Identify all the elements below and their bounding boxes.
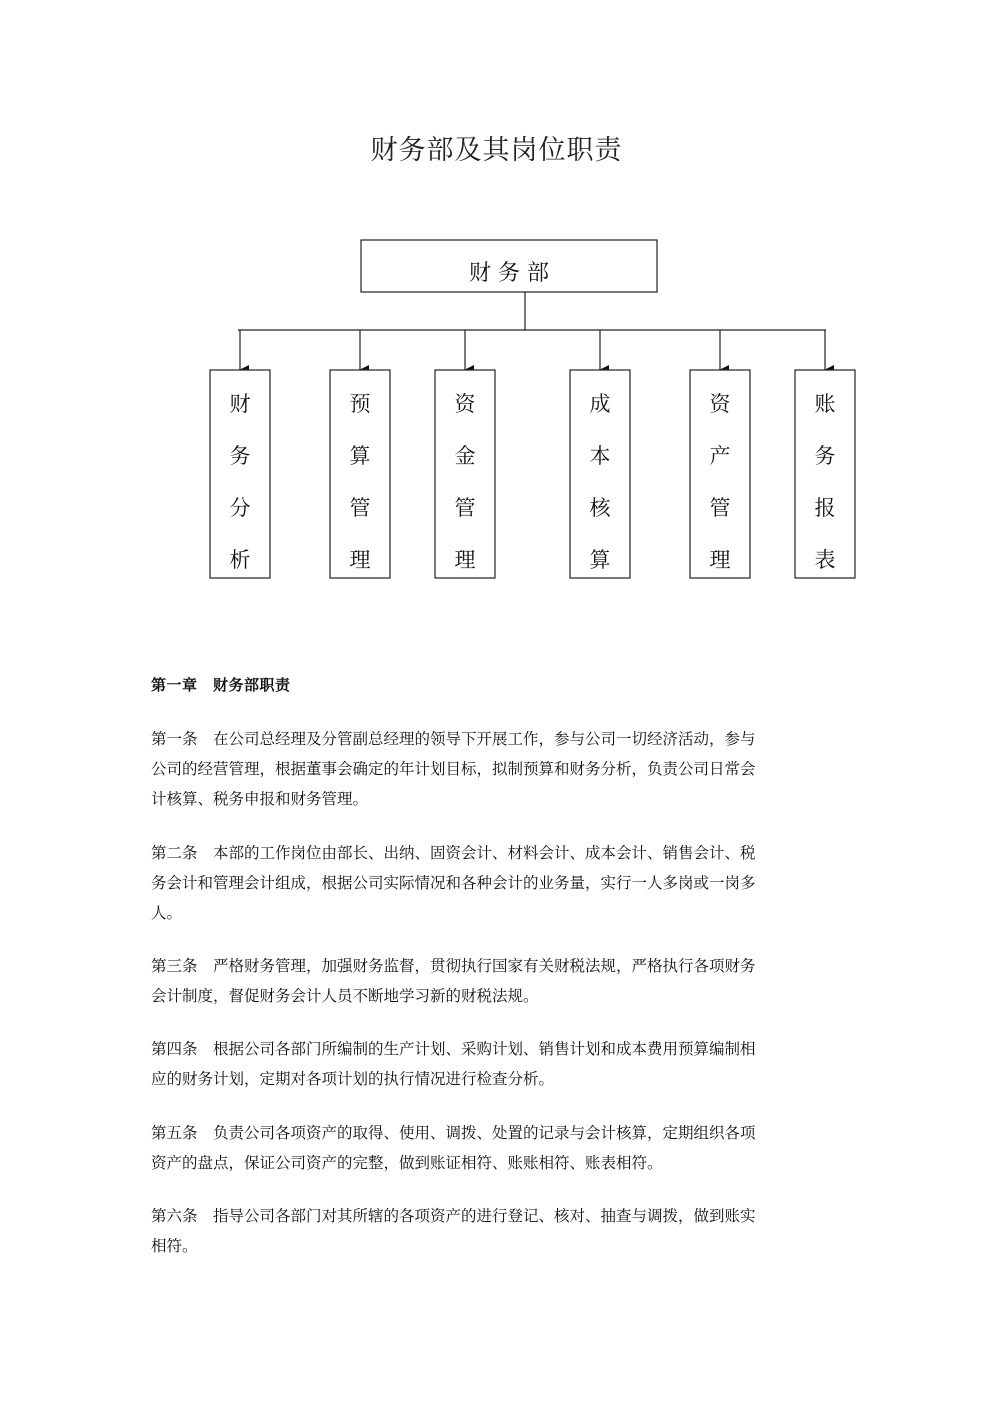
article-line: 应的财务计划，定期对各项计划的执行情况进行检查分析。 <box>151 1070 555 1088</box>
org-child-label-char: 管 <box>454 496 476 520</box>
article-paragraph <box>151 838 841 928</box>
article-line: 计核算、税务申报和财务管理。 <box>151 790 369 808</box>
document-title: 财务部及其岗位职责 <box>370 135 623 166</box>
org-child-label-char: 析 <box>229 548 251 572</box>
org-child-label-char: 管 <box>709 496 731 520</box>
org-child-label-char: 产 <box>709 444 731 468</box>
org-child-label-char: 分 <box>229 496 251 520</box>
article-paragraph <box>151 1118 841 1178</box>
article-paragraph <box>151 1034 841 1094</box>
article-line: 人。 <box>151 904 183 922</box>
article-line: 第六条 指导公司各部门对其所辖的各项资产的进行登记、核对、抽查与调拨，做到账实 <box>151 1207 756 1225</box>
org-child-label-char: 账 <box>814 392 836 416</box>
org-child-label-char: 报 <box>814 496 836 520</box>
org-child-label-char: 预 <box>349 392 371 416</box>
article-line: 第二条 本部的工作岗位由部长、出纳、固资会计、材料会计、成本会计、销售会计、税 <box>151 844 756 862</box>
org-chart <box>0 0 993 640</box>
article-line: 第四条 根据公司各部门所编制的生产计划、采购计划、销售计划和成本费用预算编制相 <box>151 1040 756 1058</box>
org-child-label-char: 务 <box>814 444 836 468</box>
article-line: 相符。 <box>151 1237 198 1255</box>
article-paragraph <box>151 724 841 814</box>
article-line: 第五条 负责公司各项资产的取得、使用、调拨、处置的记录与会计核算，定期组织各项 <box>151 1124 756 1142</box>
org-child-label-char: 理 <box>709 548 731 572</box>
article-line: 会计制度，督促财务会计人员不断地学习新的财税法规。 <box>151 987 539 1005</box>
org-child-label-char: 本 <box>589 444 611 468</box>
article-line: 第三条 严格财务管理，加强财务监督，贯彻执行国家有关财税法规，严格执行各项财务 <box>151 957 756 975</box>
org-child-label-char: 理 <box>349 548 371 572</box>
org-child-label-char: 财 <box>229 392 251 416</box>
article-line: 公司的经营管理，根据董事会确定的年计划目标，拟制预算和财务分析，负责公司日常会 <box>151 760 756 778</box>
org-child-label-char: 务 <box>229 444 251 468</box>
org-child-label-char: 资 <box>709 392 731 416</box>
article-paragraph <box>151 951 841 1011</box>
org-root-label: 财 务 部 <box>469 261 549 286</box>
org-child-label-char: 理 <box>454 548 476 572</box>
org-child-label-char: 资 <box>454 392 476 416</box>
article-line: 务会计和管理会计组成，根据公司实际情况和各种会计的业务量，实行一人多岗或一岗多 <box>151 874 756 892</box>
org-child-label-char: 金 <box>454 444 476 468</box>
org-child-label-char: 算 <box>349 444 371 468</box>
article-line: 第一条 在公司总经理及分管副总经理的领导下开展工作，参与公司一切经济活动，参与 <box>151 730 756 748</box>
org-child-label-char: 核 <box>589 496 611 520</box>
article-paragraph <box>151 1201 841 1261</box>
org-child-label-char: 表 <box>814 548 836 572</box>
org-child-label-char: 算 <box>589 548 611 572</box>
article-line: 资产的盘点，保证公司资产的完整，做到账证相符、账账相符、账表相符。 <box>151 1154 663 1172</box>
org-child-label-char: 成 <box>589 392 611 416</box>
chapter-heading: 第一章 财务部职责 <box>151 676 291 694</box>
org-child-label-char: 管 <box>349 496 371 520</box>
org-children <box>210 330 855 578</box>
